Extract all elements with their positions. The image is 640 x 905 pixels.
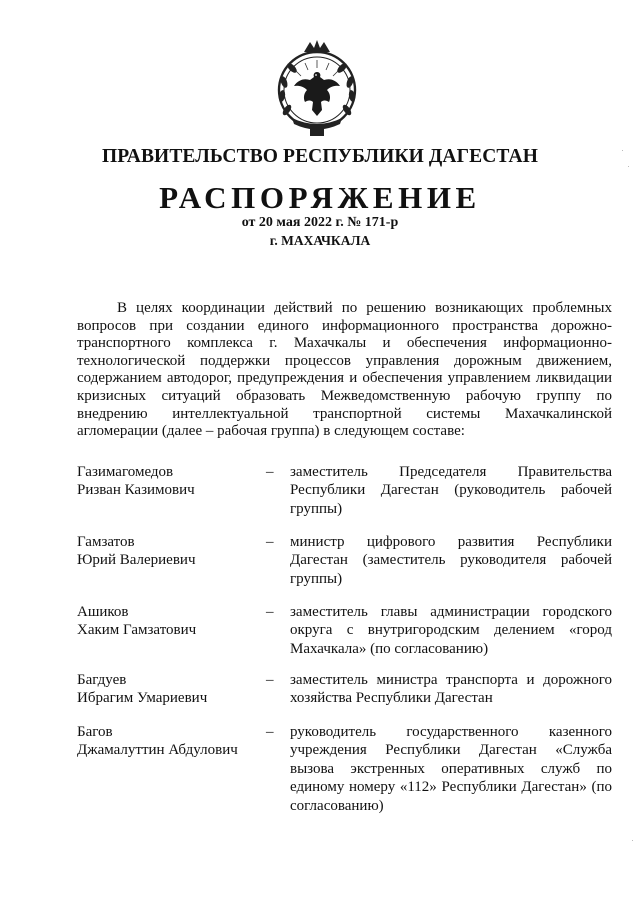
member-dash: – (266, 464, 274, 480)
member-role: министр цифрового развития Республики Дагестан (заместитель руководителя рабочей группы) (290, 534, 612, 587)
member-name (77, 671, 252, 708)
member-role: руководитель государственного казенного учреждения Республики Дагестан «Служба вызова экстренных оперативных служб по единому номеру «112» Республики Дагестан» (по согласованию) (290, 724, 612, 814)
intro-paragraph: В целях координации действий по решению возникающих проблемных вопросов при создании единого информационного пространства дорожно-транспортного комплекса г. Махачкалы и обеспечения информационно-технологической поддержки процессов управления дорожным движением, содержанием автодорог, предупреждения и обеспечения управлением ликвидации кризисных ситуаций образовать Межведомственную рабочую группу по внедрению интеллектуальной транспортной системы Махачкалинской агломерации (далее – рабочая группа) в следующем составе: (77, 300, 612, 440)
scan-speck (622, 150, 623, 151)
member-name (77, 463, 252, 500)
document-date-number: от 20 мая 2022 г. № 171-р (241, 215, 399, 230)
member-given-names: Ризван Казимович (77, 482, 195, 499)
member-given-names: Джамалуттин Абдулович (77, 742, 238, 759)
member-name (77, 603, 252, 640)
member-given-names: Ибрагим Умариевич (77, 690, 208, 707)
member-dash: – (266, 672, 274, 688)
scan-speck (628, 166, 629, 167)
member-surname: Ашиков (77, 604, 129, 620)
member-dash: – (266, 604, 274, 620)
document-type-heading: РАСПОРЯЖЕНИЕ (159, 180, 481, 215)
member-role: заместитель Председателя Правительства Республики Дагестан (руководитель рабочей группы) (290, 464, 612, 517)
member-given-names: Хаким Гамзатович (77, 622, 197, 639)
government-title: ПРАВИТЕЛЬСТВО РЕСПУБЛИКИ ДАГЕСТАН (101, 146, 538, 167)
member-surname: Газимагомедов (77, 464, 174, 480)
member-dash: – (266, 724, 274, 740)
document-city: г. МАХАЧКАЛА (269, 233, 371, 248)
member-surname: Багдуев (77, 672, 127, 688)
member-surname: Багов (77, 724, 113, 740)
member-role: заместитель министра транспорта и дорожного хозяйства Республики Дагестан (290, 672, 612, 707)
scan-speck (632, 840, 633, 841)
dagestan-coat-of-arms-icon (270, 38, 364, 140)
member-surname: Гамзатов (77, 534, 135, 550)
member-name (77, 723, 252, 760)
member-role: заместитель главы администрации городского округа с внутригородским делением «город Махачкала» (по согласованию) (290, 604, 612, 657)
member-dash: – (266, 534, 274, 550)
member-name (77, 533, 252, 570)
member-given-names: Юрий Валериевич (77, 552, 196, 569)
